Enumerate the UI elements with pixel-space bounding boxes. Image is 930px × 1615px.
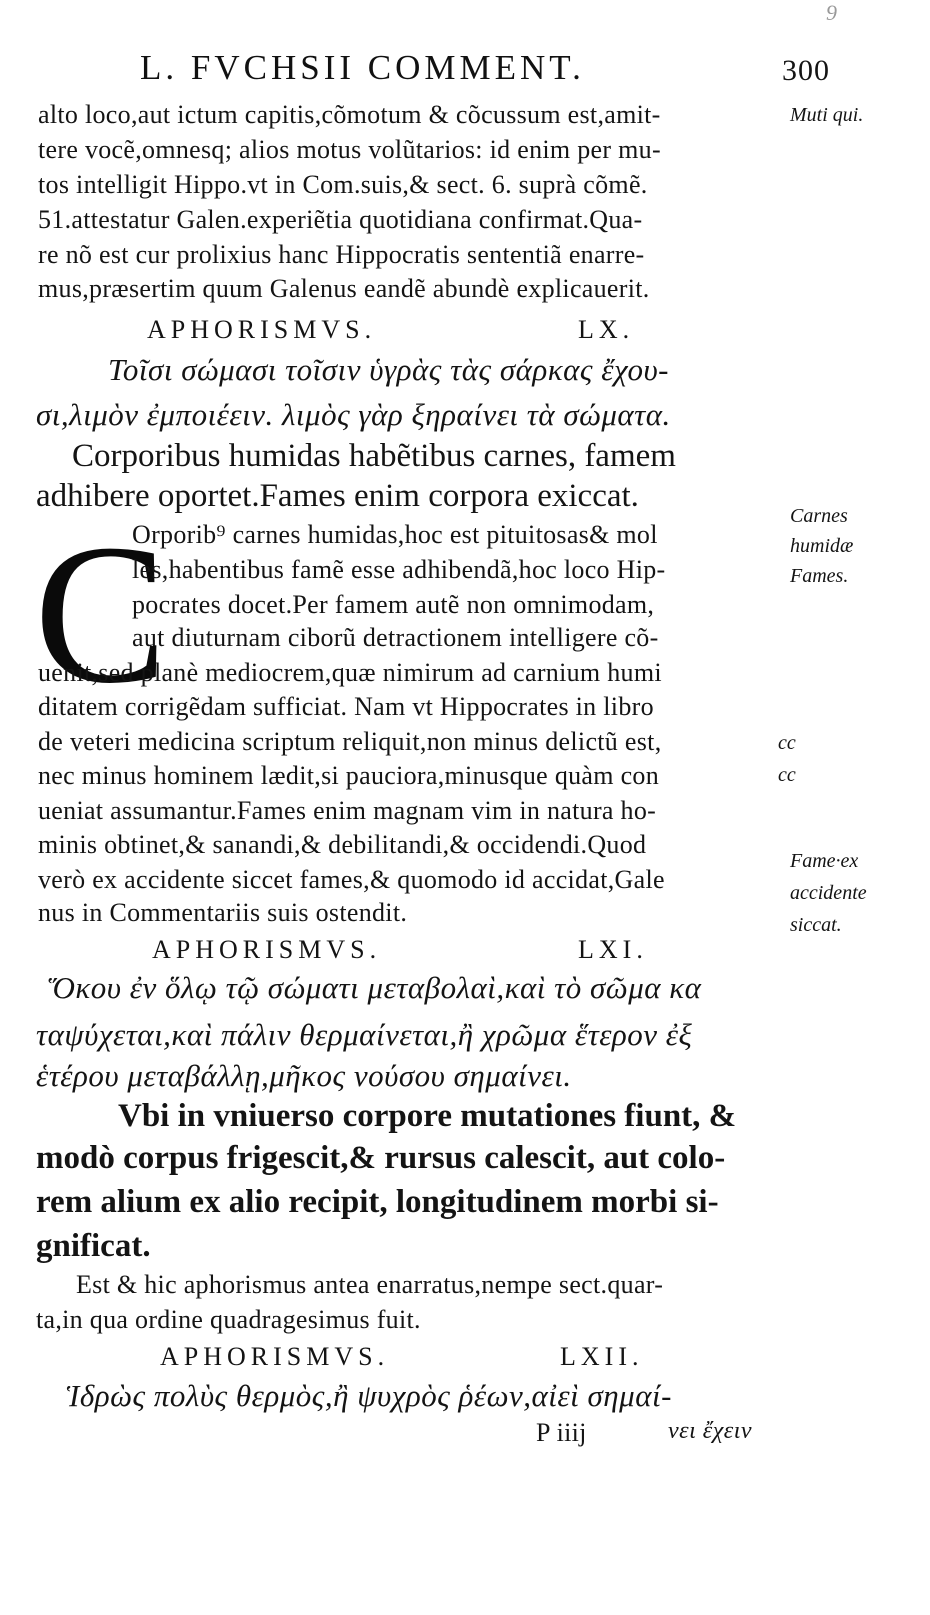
aphorism-heading: APHORISMVS. xyxy=(160,1342,390,1371)
latin-translation-line: gnificat. xyxy=(36,1228,151,1264)
commentary-line: verò ex accidente siccet fames,& quomodo id accidat,Gale xyxy=(38,865,665,894)
commentary-line: les,habentibus famẽ esse adhibendã,hoc loco Hip- xyxy=(132,555,666,584)
margin-note-muti: Muti qui. xyxy=(790,104,864,126)
latin-translation-line: Corporibus humidas habẽtibus carnes, famem xyxy=(72,438,676,474)
commentary-line: ueniat assumantur.Fames enim magnam vim in natura ho- xyxy=(38,796,657,825)
greek-line: ἑτέρου μεταβάλλῃ,μῆκος νούσου σημαίνει. xyxy=(36,1058,572,1093)
aphorism-heading: APHORISMVS. xyxy=(152,935,382,964)
commentary-line: nec minus hominem lædit,si pauciora,minusque quàm con xyxy=(38,761,660,790)
margin-note-carnes: Carnes xyxy=(790,505,848,527)
text-line: 51.attestatur Galen.experiẽtia quotidiana confirmat.Qua- xyxy=(38,205,643,234)
commentary-line: Est & hic aphorismus antea enarratus,nempe sect.quar- xyxy=(76,1270,664,1299)
greek-line: ταψύχεται,καὶ πάλιν θερμαίνεται,ἢ χρῶμα ἕτερον ἐξ xyxy=(36,1017,693,1052)
commentary-line: aut diuturnam ciborũ detractionem intelligere cõ- xyxy=(132,623,659,652)
commentary-line: uenit,sed planè mediocrem,quæ nimirum ad carnium humi xyxy=(38,658,662,687)
margin-note-siccat: siccat. xyxy=(790,914,842,936)
commentary-line: de veteri medicina scriptum reliquit,non minus delictũ est, xyxy=(38,727,662,756)
text-line: alto loco,aut ictum capitis,cõmotum & cõcussum est,amit- xyxy=(38,100,661,129)
latin-translation-line: Vbi in vniuerso corpore mutationes fiunt, & xyxy=(118,1098,737,1134)
signature-mark: P iiij xyxy=(536,1418,587,1447)
aphorism-number: LXI. xyxy=(578,935,648,964)
latin-translation-line: rem alium ex alio recipit, longitudinem morbi si- xyxy=(36,1184,719,1220)
text-line: tos intelligit Hippo.vt in Com.suis,& sect. 6. suprà cõmẽ. xyxy=(38,170,648,199)
commentary-line: Orporib⁹ carnes humidas,hoc est pituitosas& mol xyxy=(132,520,658,549)
margin-quote-mark: cc xyxy=(778,764,796,786)
greek-line: σι,λιμὸν ἐμποιέειν. λιμὸς γὰρ ξηραίνει τὰ σώματα. xyxy=(36,397,671,432)
margin-note-fames-ex: Fame·ex xyxy=(790,850,859,872)
margin-quote-mark: cc xyxy=(778,732,796,754)
commentary-line: ta,in qua ordine quadragesimus fuit. xyxy=(36,1305,421,1334)
commentary-line: ditatem corrigẽdam sufficiat. Nam vt Hippocrates in libro xyxy=(38,692,654,721)
text-line: mus,præsertim quum Galenus eandẽ abundè explicauerit. xyxy=(38,274,650,303)
latin-translation-line: adhibere oportet.Fames enim corpora exiccat. xyxy=(36,478,639,514)
text-line: re nõ est cur prolixius hanc Hippocratis sententiã enarre- xyxy=(38,240,645,269)
catchword: νει ἔχειν xyxy=(668,1418,753,1444)
commentary-line: pocrates docet.Per famem autẽ non omnimodam, xyxy=(132,590,655,619)
commentary-line: minis obtinet,& sanandi,& debilitandi,& occidendi.Quod xyxy=(38,830,647,859)
margin-note-fames: Fames. xyxy=(790,565,849,587)
aphorism-number: LXII. xyxy=(560,1342,644,1371)
latin-translation-line: modò corpus frigescit,& rursus calescit, aut colo- xyxy=(36,1140,726,1176)
aphorism-number: LX. xyxy=(578,315,635,344)
greek-line: Τοῖσι σώμασι τοῖσιν ὑγρὰς τὰς σάρκας ἔχου- xyxy=(108,352,670,387)
aphorism-heading: APHORISMVS. xyxy=(147,315,377,344)
running-header: L. FVCHSII COMMENT. xyxy=(140,48,585,87)
corner-mark: 9 xyxy=(826,0,837,25)
greek-line: Ἱδρὼς πολὺς θερμὸς,ἢ ψυχρὸς ῥέων,αἰεὶ σημαί- xyxy=(66,1378,672,1413)
commentary-line: nus in Commentariis suis ostendit. xyxy=(38,898,408,927)
page-number: 300 xyxy=(782,54,830,87)
greek-line: Ὅκου ἐν ὅλῳ τῷ σώματι μεταβολαὶ,καὶ τὸ σῶμα κα xyxy=(48,970,702,1005)
margin-note-accidente: accidente xyxy=(790,882,867,904)
text-line: tere vocẽ,omnesq; alios motus volũtarios: id enim per mu- xyxy=(38,135,661,164)
margin-note-humidae: humidæ xyxy=(790,535,854,557)
drop-cap: C xyxy=(34,504,168,725)
